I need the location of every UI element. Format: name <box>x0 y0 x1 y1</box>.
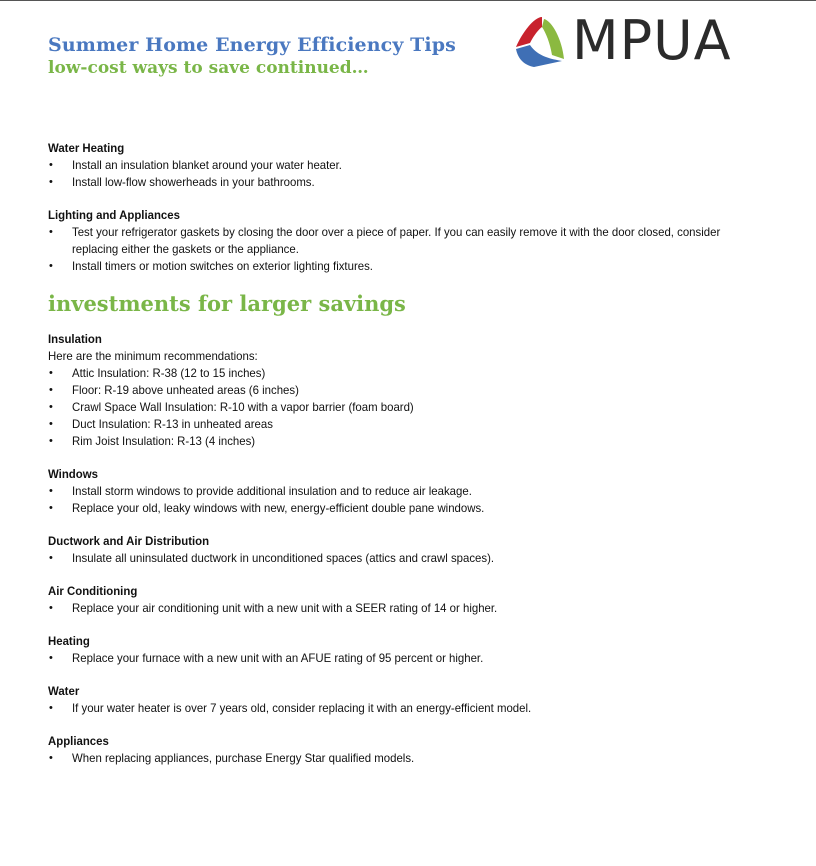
list-item-text: If your water heater is over 7 years old, consider replacing it with an energy-efficient model. <box>72 701 532 715</box>
logo-text: MPUA <box>572 9 732 72</box>
list-item <box>48 382 768 399</box>
bullet-icon: • <box>49 435 53 447</box>
list-item <box>48 650 768 667</box>
list-item-text: Rim Joist Insulation: R-13 (4 inches) <box>72 434 256 448</box>
section-ductwork <box>48 533 768 567</box>
bullet-icon: • <box>49 602 53 614</box>
bullet-icon: • <box>49 502 53 514</box>
page-subtitle: low-cost ways to save continued… <box>48 58 369 78</box>
list-item <box>48 483 768 500</box>
list-item <box>48 365 768 382</box>
list-item-text: When replacing appliances, purchase Energy Star qualified models. <box>72 751 415 765</box>
list-item <box>48 600 768 617</box>
list-item-text: Test your refrigerator gaskets by closing the door over a piece of paper. If you can easily remove it with the door closed, consider replacing either the gaskets or the appliance. <box>72 225 721 256</box>
page-title: Summer Home Energy Efficiency Tips <box>48 34 456 56</box>
bullet-icon: • <box>49 652 53 664</box>
section-water <box>48 683 768 717</box>
list-item <box>48 550 768 567</box>
section-heading: Heating <box>48 634 90 648</box>
bullet-icon: • <box>49 418 53 430</box>
bullet-icon: • <box>49 752 53 764</box>
bullet-icon: • <box>49 159 53 171</box>
bullet-icon: • <box>49 367 53 379</box>
list-item-text: Replace your furnace with a new unit with an AFUE rating of 95 percent or higher. <box>72 651 484 665</box>
list-item-text: Replace your old, leaky windows with new, energy-efficient double pane windows. <box>72 501 485 515</box>
section-insulation <box>48 331 768 450</box>
section-heading: Insulation <box>48 332 102 346</box>
list-item <box>48 174 768 191</box>
section-lighting-appliances <box>48 207 768 275</box>
list-item-text: Install an insulation blanket around your water heater. <box>72 158 342 172</box>
list-item <box>48 224 762 258</box>
top-rule <box>0 0 816 1</box>
mpua-logo <box>512 9 774 73</box>
section-heading: Water Heating <box>48 141 125 155</box>
section-heating <box>48 633 768 667</box>
section-heading: Lighting and Appliances <box>48 208 180 222</box>
section-heading: Air Conditioning <box>48 584 138 598</box>
section-intro: Here are the minimum recommendations: <box>48 349 258 363</box>
list-item <box>48 700 768 717</box>
list-item-text: Install storm windows to provide additional insulation and to reduce air leakage. <box>72 484 472 498</box>
list-item-text: Replace your air conditioning unit with a new unit with a SEER rating of 14 or higher. <box>72 601 498 615</box>
list-item-text: Attic Insulation: R-38 (12 to 15 inches) <box>72 366 266 380</box>
list-item <box>48 433 768 450</box>
logo-mark-icon <box>512 13 572 73</box>
section-water-heating <box>48 140 768 191</box>
list-item <box>48 157 768 174</box>
section-heading: Water <box>48 684 80 698</box>
bullet-icon: • <box>49 485 53 497</box>
list-item-text: Install timers or motion switches on exterior lighting fixtures. <box>72 259 373 273</box>
section-heading: Windows <box>48 467 98 481</box>
list-item-text: Install low-flow showerheads in your bathrooms. <box>72 175 315 189</box>
bullet-icon: • <box>49 260 53 272</box>
list-item <box>48 750 768 767</box>
list-item <box>48 500 768 517</box>
bullet-icon: • <box>49 702 53 714</box>
section-appliances <box>48 733 768 767</box>
bullet-icon: • <box>49 384 53 396</box>
list-item-text: Floor: R-19 above unheated areas (6 inches) <box>72 383 299 397</box>
section-heading: Appliances <box>48 734 109 748</box>
investments-heading: investments for larger savings <box>48 291 406 316</box>
bullet-icon: • <box>49 552 53 564</box>
section-windows <box>48 466 768 517</box>
list-item-text: Insulate all uninsulated ductwork in unconditioned spaces (attics and crawl spaces). <box>72 551 495 565</box>
list-item-text: Duct Insulation: R-13 in unheated areas <box>72 417 273 431</box>
list-item <box>48 399 768 416</box>
bullet-icon: • <box>49 401 53 413</box>
section-air-conditioning <box>48 583 768 617</box>
main-content <box>48 140 768 767</box>
list-item <box>48 416 768 433</box>
section-heading: Ductwork and Air Distribution <box>48 534 210 548</box>
bullet-icon: • <box>49 176 53 188</box>
bullet-icon: • <box>49 226 53 238</box>
list-item-text: Crawl Space Wall Insulation: R-10 with a vapor barrier (foam board) <box>72 400 414 414</box>
list-item <box>48 258 768 275</box>
